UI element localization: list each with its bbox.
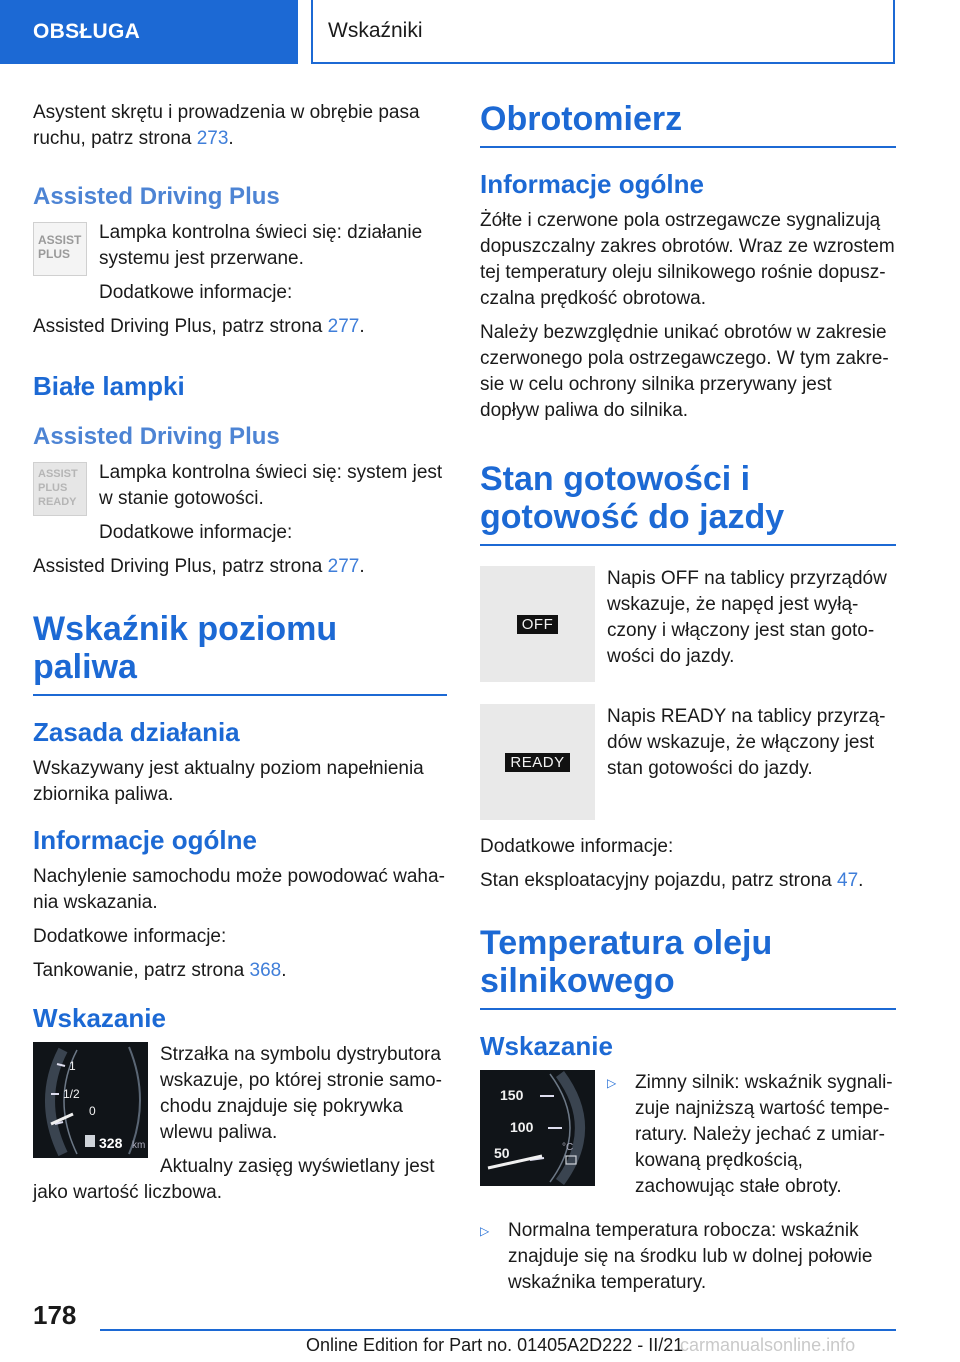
adp1-heading: Assisted Driving Plus xyxy=(33,183,280,210)
fuel-range-value: 328 xyxy=(99,1135,123,1151)
fuel-display-row xyxy=(33,1042,447,1180)
ready-row xyxy=(480,704,896,820)
assist-plus-icon: ASSIST PLUS xyxy=(33,222,87,276)
oil-tick-150: 150 xyxy=(500,1087,524,1103)
oil-tick-100: 100 xyxy=(510,1119,534,1135)
adp1-more: Dodatkowe informacje: xyxy=(99,282,293,303)
adp2-heading: Assisted Driving Plus xyxy=(33,423,280,450)
oil-title: Temperatura oleju silnikowego xyxy=(480,924,896,1010)
page-link-368[interactable]: 368 xyxy=(249,960,282,981)
tach-title: Obrotomierz xyxy=(480,100,896,148)
ready-more: Dodatkowe informacje: xyxy=(480,836,674,857)
ready-title: Stan gotowości i gotowość do jazdy xyxy=(480,460,896,546)
footer-divider xyxy=(100,1329,896,1331)
tach-general-heading: Informacje ogólne xyxy=(480,169,704,199)
general-text: Nachylenie samochodu może powodować wahania wskazania. xyxy=(33,866,445,913)
off-row xyxy=(480,566,896,682)
fuel-tick-0: 0 xyxy=(89,1104,96,1118)
page-link-47[interactable]: 47 xyxy=(837,870,859,891)
adp1-link-paragraph: Assisted Driving Plus, patrz strona 277. xyxy=(33,316,365,337)
bullet-1-text: Zimny silnik: wskaźnik sygnalizuje najniższą wartość temperatury. Należy jechać z umiarkowaną prędkością, zachowując stałe obroty. xyxy=(635,1072,893,1197)
adp1-row xyxy=(33,220,447,314)
oil-unit: °C xyxy=(562,1142,574,1153)
ready-text: Napis READY na tablicy przyrządów wskazuje, że włączony jest stan gotowości do jazdy. xyxy=(607,706,886,779)
oil-display-heading: Wskazanie xyxy=(480,1031,613,1061)
fuel-title: Wskaźnik poziomu paliwa xyxy=(33,610,447,696)
ready-label: READY xyxy=(505,753,569,772)
off-text: Napis OFF na tablicy przyrządów wskazuje, że napęd jest wyłączony i włączony jest stan gotowości do jazdy. xyxy=(607,568,887,667)
intro-paragraph: Asystent skrętu i prowadzenia w obrębie pasa ruchu, patrz strona 273. xyxy=(33,102,420,149)
tach-text-2: Należy bezwzględnie unikać obrotów w zakresie czerwonego pola ostrzegawczego. W tym zakresie w celu ochrony silnika przerywany jest dopływ paliwa do silnika. xyxy=(480,322,889,421)
oil-tick-50: 50 xyxy=(494,1145,510,1161)
bullet-triangle-icon: ▷ xyxy=(480,1224,490,1238)
adp2-row xyxy=(33,460,447,554)
page-link-273[interactable]: 273 xyxy=(196,128,229,149)
right-column xyxy=(480,100,896,1304)
off-panel-image xyxy=(480,566,595,682)
display-text-2-end: jako wartość liczbowa. xyxy=(33,1182,223,1203)
general-link-paragraph: Tankowanie, patrz strona 368. xyxy=(33,960,287,981)
tach-text-1: Żółte i czerwone pola ostrzegawcze sygnalizują dopuszczalny zakres obrotów. Wraz ze wzrostem tej temperatury oleju silnikowego rośnie dopuszczalna prędkość obrotowa. xyxy=(480,210,895,309)
fuel-gauge-image xyxy=(33,1042,148,1158)
page-number: 178 xyxy=(33,1300,77,1330)
edition-text: Online Edition for Part no. 01405A2D222 - II/21 xyxy=(306,1335,684,1355)
adp2-link-paragraph: Assisted Driving Plus, patrz strona 277. xyxy=(33,556,365,577)
ready-link-paragraph: Stan eksploatacyjny pojazdu, patrz strona 47. xyxy=(480,870,864,891)
topic-label: Wskaźniki xyxy=(328,19,423,42)
page-link-277b[interactable]: 277 xyxy=(327,556,360,577)
left-column xyxy=(33,100,447,1214)
fuel-tick-1: 1 xyxy=(69,1059,76,1073)
display-text-2-start: Aktualny zasięg wyświetlany jest xyxy=(160,1156,435,1177)
page-header xyxy=(311,0,895,64)
white-lamps-heading: Białe lampki xyxy=(33,371,185,401)
general-more: Dodatkowe informacje: xyxy=(33,926,227,947)
page-link-277[interactable]: 277 xyxy=(327,316,360,337)
assist-plus-ready-icon: ASSIST PLUS READY xyxy=(33,462,87,516)
bullet-2-text: Normalna temperatura robocza: wskaźnik znajduje się na środku lub w dolnej połowie wskaźnika temperatury. xyxy=(508,1220,873,1293)
ready-panel-image xyxy=(480,704,595,820)
bullet-triangle-icon: ▷ xyxy=(607,1076,617,1090)
adp2-more: Dodatkowe informacje: xyxy=(99,522,293,543)
display-heading: Wskazanie xyxy=(33,1003,166,1033)
bullet-normal-temp xyxy=(480,1218,896,1296)
principle-heading: Zasada działania xyxy=(33,717,240,747)
oil-row xyxy=(480,1070,896,1208)
bullet-cold-engine xyxy=(607,1070,896,1200)
off-label: OFF xyxy=(517,615,559,634)
fuel-pump-icon xyxy=(85,1135,95,1147)
fuel-tick-half: 1/2 xyxy=(63,1087,80,1101)
adp2-text: Lampka kontrolna świeci się: system jest w stanie gotowości. xyxy=(99,462,443,509)
principle-text: Wskazywany jest aktualny poziom napełnienia zbiornika paliwa. xyxy=(33,758,424,805)
display-text-1: Strzałka na symbolu dystrybutora wskazuje, po której stronie samochodu znajduje się pokrywka wlewu paliwa. xyxy=(160,1044,442,1143)
adp1-text: Lampka kontrolna świeci się: działanie systemu jest przerwane. xyxy=(99,222,423,269)
section-label: OBSŁUGA xyxy=(33,20,141,43)
fuel-range-unit: km xyxy=(132,1140,146,1151)
oil-gauge-image xyxy=(480,1070,595,1186)
section-tab xyxy=(0,0,298,64)
general-heading: Informacje ogólne xyxy=(33,825,257,855)
watermark: carmanualsonline.info xyxy=(680,1335,856,1355)
